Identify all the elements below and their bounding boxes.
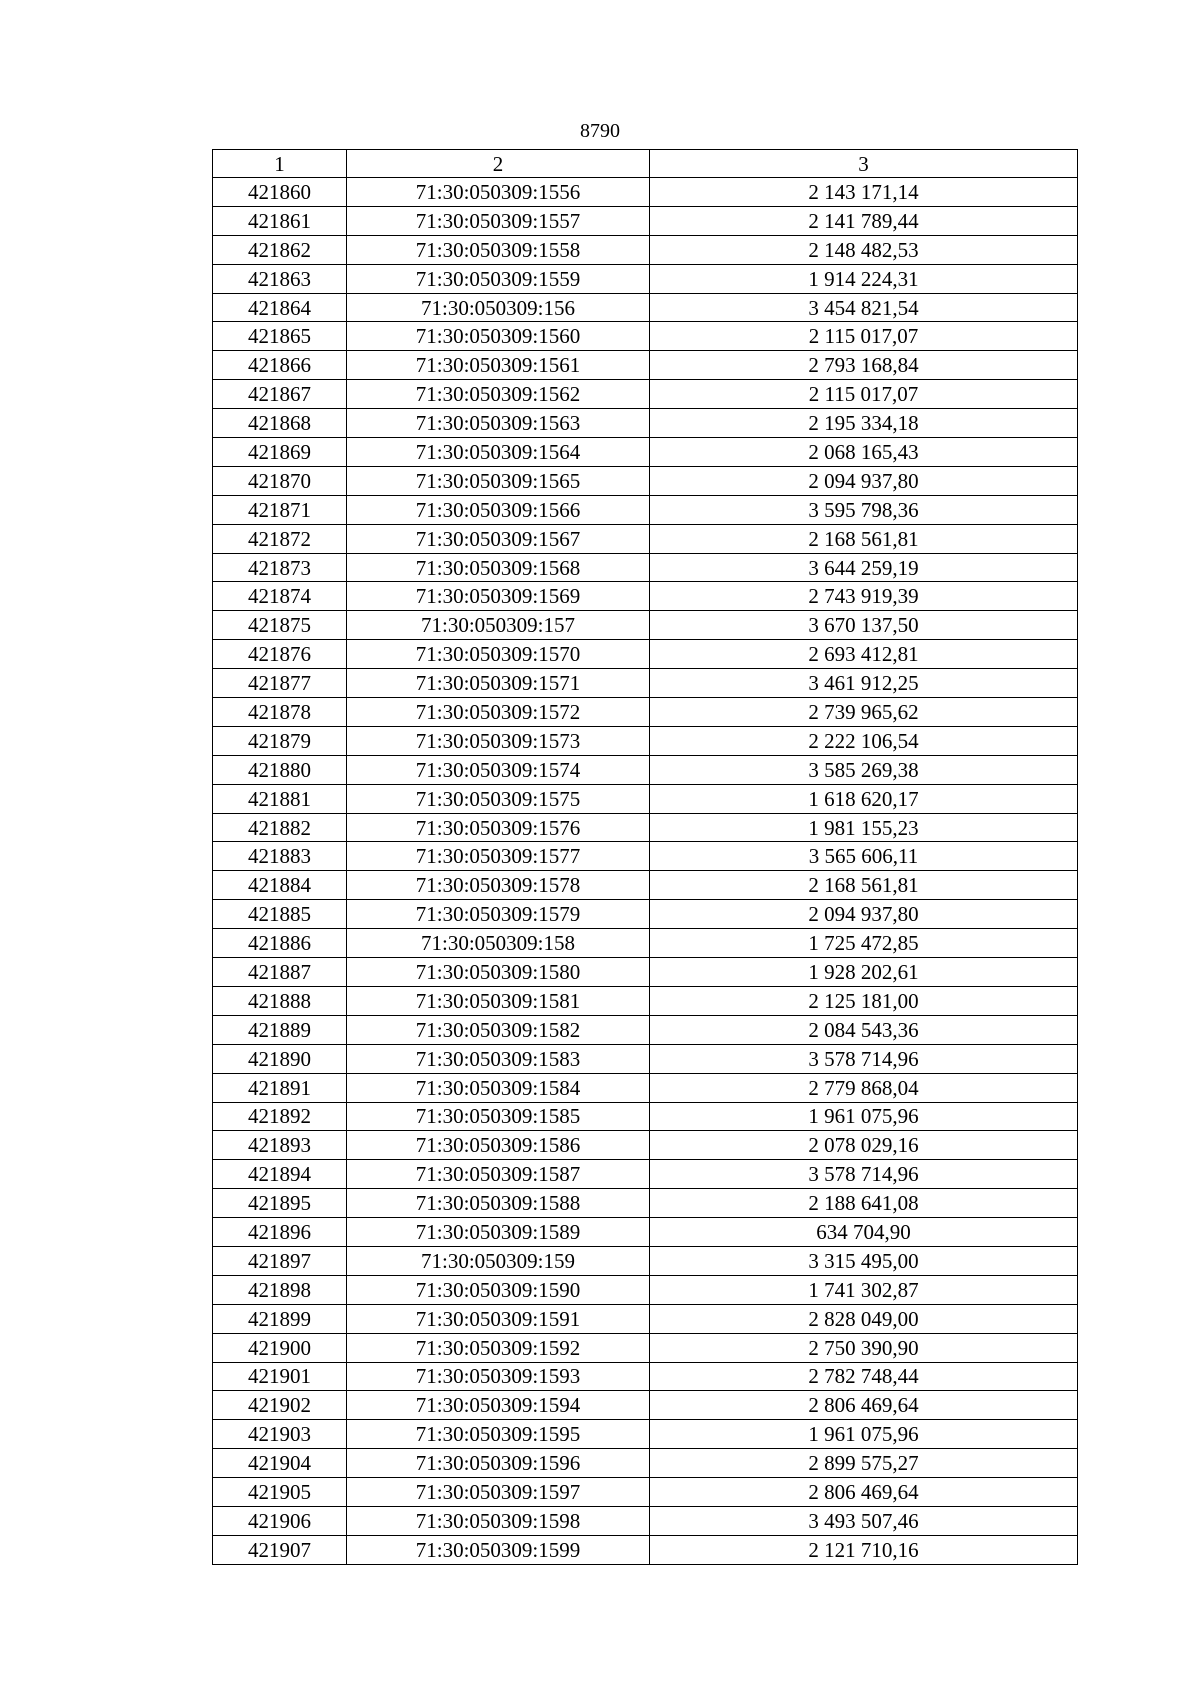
row-number-cell: 421907 [213, 1535, 347, 1564]
column-header-1: 1 [213, 150, 347, 178]
cadastral-value-cell: 2 168 561,81 [650, 871, 1078, 900]
cadastral-number-cell: 71:30:050309:1582 [347, 1015, 650, 1044]
cadastral-value-cell: 3 578 714,96 [650, 1160, 1078, 1189]
cadastral-value-cell: 2 078 029,16 [650, 1131, 1078, 1160]
row-number-cell: 421891 [213, 1073, 347, 1102]
column-header-3: 3 [650, 150, 1078, 178]
row-number-cell: 421886 [213, 929, 347, 958]
row-number-cell: 421870 [213, 466, 347, 495]
cadastral-value-cell: 2 143 171,14 [650, 178, 1078, 207]
row-number-cell: 421867 [213, 380, 347, 409]
cadastral-number-cell: 71:30:050309:1561 [347, 351, 650, 380]
cadastral-value-cell: 2 693 412,81 [650, 640, 1078, 669]
row-number-cell: 421881 [213, 784, 347, 813]
table-row [213, 1362, 1078, 1391]
row-number-cell: 421892 [213, 1102, 347, 1131]
cadastral-number-cell: 71:30:050309:1599 [347, 1535, 650, 1564]
table-row [213, 755, 1078, 784]
cadastral-number-cell: 71:30:050309:1569 [347, 582, 650, 611]
cadastral-value-cell: 3 461 912,25 [650, 669, 1078, 698]
row-number-cell: 421898 [213, 1275, 347, 1304]
cadastral-number-cell: 71:30:050309:1578 [347, 871, 650, 900]
cadastral-value-cell: 3 644 259,19 [650, 553, 1078, 582]
cadastral-value-cell: 1 914 224,31 [650, 264, 1078, 293]
row-number-cell: 421868 [213, 409, 347, 438]
cadastral-value-table [212, 149, 1078, 1565]
cadastral-number-cell: 71:30:050309:1563 [347, 409, 650, 438]
table-row [213, 1246, 1078, 1275]
table-row [213, 495, 1078, 524]
row-number-cell: 421876 [213, 640, 347, 669]
table-row [213, 1535, 1078, 1564]
row-number-cell: 421893 [213, 1131, 347, 1160]
table-row [213, 726, 1078, 755]
row-number-cell: 421894 [213, 1160, 347, 1189]
cadastral-value-cell: 634 704,90 [650, 1218, 1078, 1247]
cadastral-value-cell: 3 670 137,50 [650, 611, 1078, 640]
row-number-cell: 421889 [213, 1015, 347, 1044]
cadastral-number-cell: 71:30:050309:1573 [347, 726, 650, 755]
cadastral-value-cell: 2 115 017,07 [650, 322, 1078, 351]
cadastral-number-cell: 71:30:050309:1571 [347, 669, 650, 698]
row-number-cell: 421900 [213, 1333, 347, 1362]
row-number-cell: 421905 [213, 1478, 347, 1507]
table-row [213, 524, 1078, 553]
cadastral-number-cell: 71:30:050309:1556 [347, 178, 650, 207]
cadastral-number-cell: 71:30:050309:1595 [347, 1420, 650, 1449]
cadastral-value-cell: 1 741 302,87 [650, 1275, 1078, 1304]
cadastral-number-cell: 71:30:050309:1580 [347, 958, 650, 987]
cadastral-value-cell: 2 779 868,04 [650, 1073, 1078, 1102]
row-number-cell: 421861 [213, 206, 347, 235]
table-row [213, 813, 1078, 842]
cadastral-number-cell: 71:30:050309:1581 [347, 986, 650, 1015]
cadastral-value-cell: 3 454 821,54 [650, 293, 1078, 322]
page-number: 8790 [580, 120, 620, 142]
table-row [213, 1506, 1078, 1535]
cadastral-number-cell: 71:30:050309:1593 [347, 1362, 650, 1391]
table-row [213, 669, 1078, 698]
cadastral-value-cell: 1 961 075,96 [650, 1420, 1078, 1449]
cadastral-number-cell: 71:30:050309:1565 [347, 466, 650, 495]
table-row [213, 1391, 1078, 1420]
cadastral-number-cell: 71:30:050309:1583 [347, 1044, 650, 1073]
cadastral-value-cell: 2 168 561,81 [650, 524, 1078, 553]
cadastral-number-cell: 71:30:050309:157 [347, 611, 650, 640]
cadastral-value-cell: 3 578 714,96 [650, 1044, 1078, 1073]
table-row [213, 1044, 1078, 1073]
row-number-cell: 421878 [213, 698, 347, 727]
cadastral-value-cell: 2 806 469,64 [650, 1478, 1078, 1507]
cadastral-value-cell: 3 493 507,46 [650, 1506, 1078, 1535]
table-row [213, 438, 1078, 467]
row-number-cell: 421862 [213, 235, 347, 264]
table-body [213, 178, 1078, 1565]
cadastral-number-cell: 71:30:050309:1588 [347, 1189, 650, 1218]
row-number-cell: 421880 [213, 755, 347, 784]
cadastral-number-cell: 71:30:050309:1560 [347, 322, 650, 351]
row-number-cell: 421877 [213, 669, 347, 698]
cadastral-value-cell: 2 068 165,43 [650, 438, 1078, 467]
cadastral-number-cell: 71:30:050309:1592 [347, 1333, 650, 1362]
table-row [213, 1304, 1078, 1333]
table-row [213, 322, 1078, 351]
table-row [213, 986, 1078, 1015]
table-row [213, 842, 1078, 871]
row-number-cell: 421863 [213, 264, 347, 293]
row-number-cell: 421873 [213, 553, 347, 582]
row-number-cell: 421890 [213, 1044, 347, 1073]
cadastral-value-cell: 1 618 620,17 [650, 784, 1078, 813]
cadastral-value-cell: 2 148 482,53 [650, 235, 1078, 264]
table-row [213, 698, 1078, 727]
row-number-cell: 421906 [213, 1506, 347, 1535]
cadastral-value-cell: 2 793 168,84 [650, 351, 1078, 380]
row-number-cell: 421864 [213, 293, 347, 322]
table-row [213, 178, 1078, 207]
row-number-cell: 421899 [213, 1304, 347, 1333]
row-number-cell: 421879 [213, 726, 347, 755]
cadastral-value-cell: 2 743 919,39 [650, 582, 1078, 611]
cadastral-value-cell: 2 806 469,64 [650, 1391, 1078, 1420]
table-row [213, 929, 1078, 958]
cadastral-number-cell: 71:30:050309:156 [347, 293, 650, 322]
table-row [213, 1333, 1078, 1362]
cadastral-number-cell: 71:30:050309:1576 [347, 813, 650, 842]
cadastral-value-cell: 2 094 937,80 [650, 466, 1078, 495]
cadastral-number-cell: 71:30:050309:1594 [347, 1391, 650, 1420]
row-number-cell: 421874 [213, 582, 347, 611]
table-row [213, 553, 1078, 582]
cadastral-number-cell: 71:30:050309:1557 [347, 206, 650, 235]
cadastral-number-cell: 71:30:050309:1577 [347, 842, 650, 871]
table-row [213, 1015, 1078, 1044]
cadastral-value-cell: 1 928 202,61 [650, 958, 1078, 987]
table-row [213, 409, 1078, 438]
cadastral-number-cell: 71:30:050309:1574 [347, 755, 650, 784]
cadastral-value-cell: 2 222 106,54 [650, 726, 1078, 755]
row-number-cell: 421866 [213, 351, 347, 380]
cadastral-value-cell: 2 115 017,07 [650, 380, 1078, 409]
table-row [213, 235, 1078, 264]
row-number-cell: 421887 [213, 958, 347, 987]
cadastral-number-cell: 71:30:050309:1575 [347, 784, 650, 813]
table-row [213, 1160, 1078, 1189]
cadastral-value-cell: 2 094 937,80 [650, 900, 1078, 929]
row-number-cell: 421882 [213, 813, 347, 842]
table-row [213, 582, 1078, 611]
cadastral-number-cell: 71:30:050309:1590 [347, 1275, 650, 1304]
cadastral-number-cell: 71:30:050309:1572 [347, 698, 650, 727]
table-row [213, 1073, 1078, 1102]
table-row [213, 784, 1078, 813]
row-number-cell: 421875 [213, 611, 347, 640]
table-row [213, 1102, 1078, 1131]
table-row [213, 871, 1078, 900]
cadastral-number-cell: 71:30:050309:1559 [347, 264, 650, 293]
cadastral-value-cell: 2 084 543,36 [650, 1015, 1078, 1044]
cadastral-value-cell: 1 961 075,96 [650, 1102, 1078, 1131]
cadastral-number-cell: 71:30:050309:1558 [347, 235, 650, 264]
cadastral-number-cell: 71:30:050309:1591 [347, 1304, 650, 1333]
row-number-cell: 421869 [213, 438, 347, 467]
table-row [213, 206, 1078, 235]
cadastral-number-cell: 71:30:050309:1585 [347, 1102, 650, 1131]
cadastral-number-cell: 71:30:050309:1587 [347, 1160, 650, 1189]
row-number-cell: 421897 [213, 1246, 347, 1275]
cadastral-number-cell: 71:30:050309:1598 [347, 1506, 650, 1535]
table-row [213, 1449, 1078, 1478]
cadastral-value-cell: 3 595 798,36 [650, 495, 1078, 524]
table-row [213, 293, 1078, 322]
cadastral-number-cell: 71:30:050309:1568 [347, 553, 650, 582]
cadastral-number-cell: 71:30:050309:1596 [347, 1449, 650, 1478]
cadastral-number-cell: 71:30:050309:1586 [347, 1131, 650, 1160]
row-number-cell: 421901 [213, 1362, 347, 1391]
table-row [213, 380, 1078, 409]
row-number-cell: 421872 [213, 524, 347, 553]
cadastral-number-cell: 71:30:050309:1566 [347, 495, 650, 524]
table-row [213, 1131, 1078, 1160]
cadastral-number-cell: 71:30:050309:1584 [347, 1073, 650, 1102]
cadastral-value-cell: 2 828 049,00 [650, 1304, 1078, 1333]
column-header-2: 2 [347, 150, 650, 178]
table-row [213, 640, 1078, 669]
cadastral-value-cell: 1 725 472,85 [650, 929, 1078, 958]
cadastral-value-cell: 2 739 965,62 [650, 698, 1078, 727]
cadastral-number-cell: 71:30:050309:1567 [347, 524, 650, 553]
cadastral-value-cell: 3 585 269,38 [650, 755, 1078, 784]
cadastral-number-cell: 71:30:050309:159 [347, 1246, 650, 1275]
cadastral-value-cell: 2 782 748,44 [650, 1362, 1078, 1391]
cadastral-number-cell: 71:30:050309:1564 [347, 438, 650, 467]
cadastral-number-cell: 71:30:050309:1589 [347, 1218, 650, 1247]
row-number-cell: 421902 [213, 1391, 347, 1420]
row-number-cell: 421904 [213, 1449, 347, 1478]
table-row [213, 1189, 1078, 1218]
row-number-cell: 421895 [213, 1189, 347, 1218]
cadastral-value-cell: 2 141 789,44 [650, 206, 1078, 235]
table-row [213, 1275, 1078, 1304]
row-number-cell: 421883 [213, 842, 347, 871]
table-row [213, 1478, 1078, 1507]
cadastral-value-cell: 2 750 390,90 [650, 1333, 1078, 1362]
row-number-cell: 421860 [213, 178, 347, 207]
cadastral-number-cell: 71:30:050309:1562 [347, 380, 650, 409]
cadastral-value-cell: 3 565 606,11 [650, 842, 1078, 871]
cadastral-value-cell: 1 981 155,23 [650, 813, 1078, 842]
row-number-cell: 421888 [213, 986, 347, 1015]
table-row [213, 900, 1078, 929]
table-row [213, 611, 1078, 640]
row-number-cell: 421884 [213, 871, 347, 900]
row-number-cell: 421865 [213, 322, 347, 351]
table-header-row [213, 150, 1078, 178]
cadastral-value-cell: 3 315 495,00 [650, 1246, 1078, 1275]
cadastral-number-cell: 71:30:050309:1570 [347, 640, 650, 669]
cadastral-value-cell: 2 899 575,27 [650, 1449, 1078, 1478]
table-row [213, 351, 1078, 380]
cadastral-number-cell: 71:30:050309:158 [347, 929, 650, 958]
cadastral-number-cell: 71:30:050309:1597 [347, 1478, 650, 1507]
row-number-cell: 421896 [213, 1218, 347, 1247]
table-row [213, 264, 1078, 293]
row-number-cell: 421871 [213, 495, 347, 524]
table-row [213, 958, 1078, 987]
cadastral-number-cell: 71:30:050309:1579 [347, 900, 650, 929]
table-row [213, 466, 1078, 495]
cadastral-value-cell: 2 125 181,00 [650, 986, 1078, 1015]
table-row [213, 1420, 1078, 1449]
table-row [213, 1218, 1078, 1247]
cadastral-value-cell: 2 121 710,16 [650, 1535, 1078, 1564]
cadastral-value-cell: 2 195 334,18 [650, 409, 1078, 438]
row-number-cell: 421885 [213, 900, 347, 929]
cadastral-value-cell: 2 188 641,08 [650, 1189, 1078, 1218]
row-number-cell: 421903 [213, 1420, 347, 1449]
